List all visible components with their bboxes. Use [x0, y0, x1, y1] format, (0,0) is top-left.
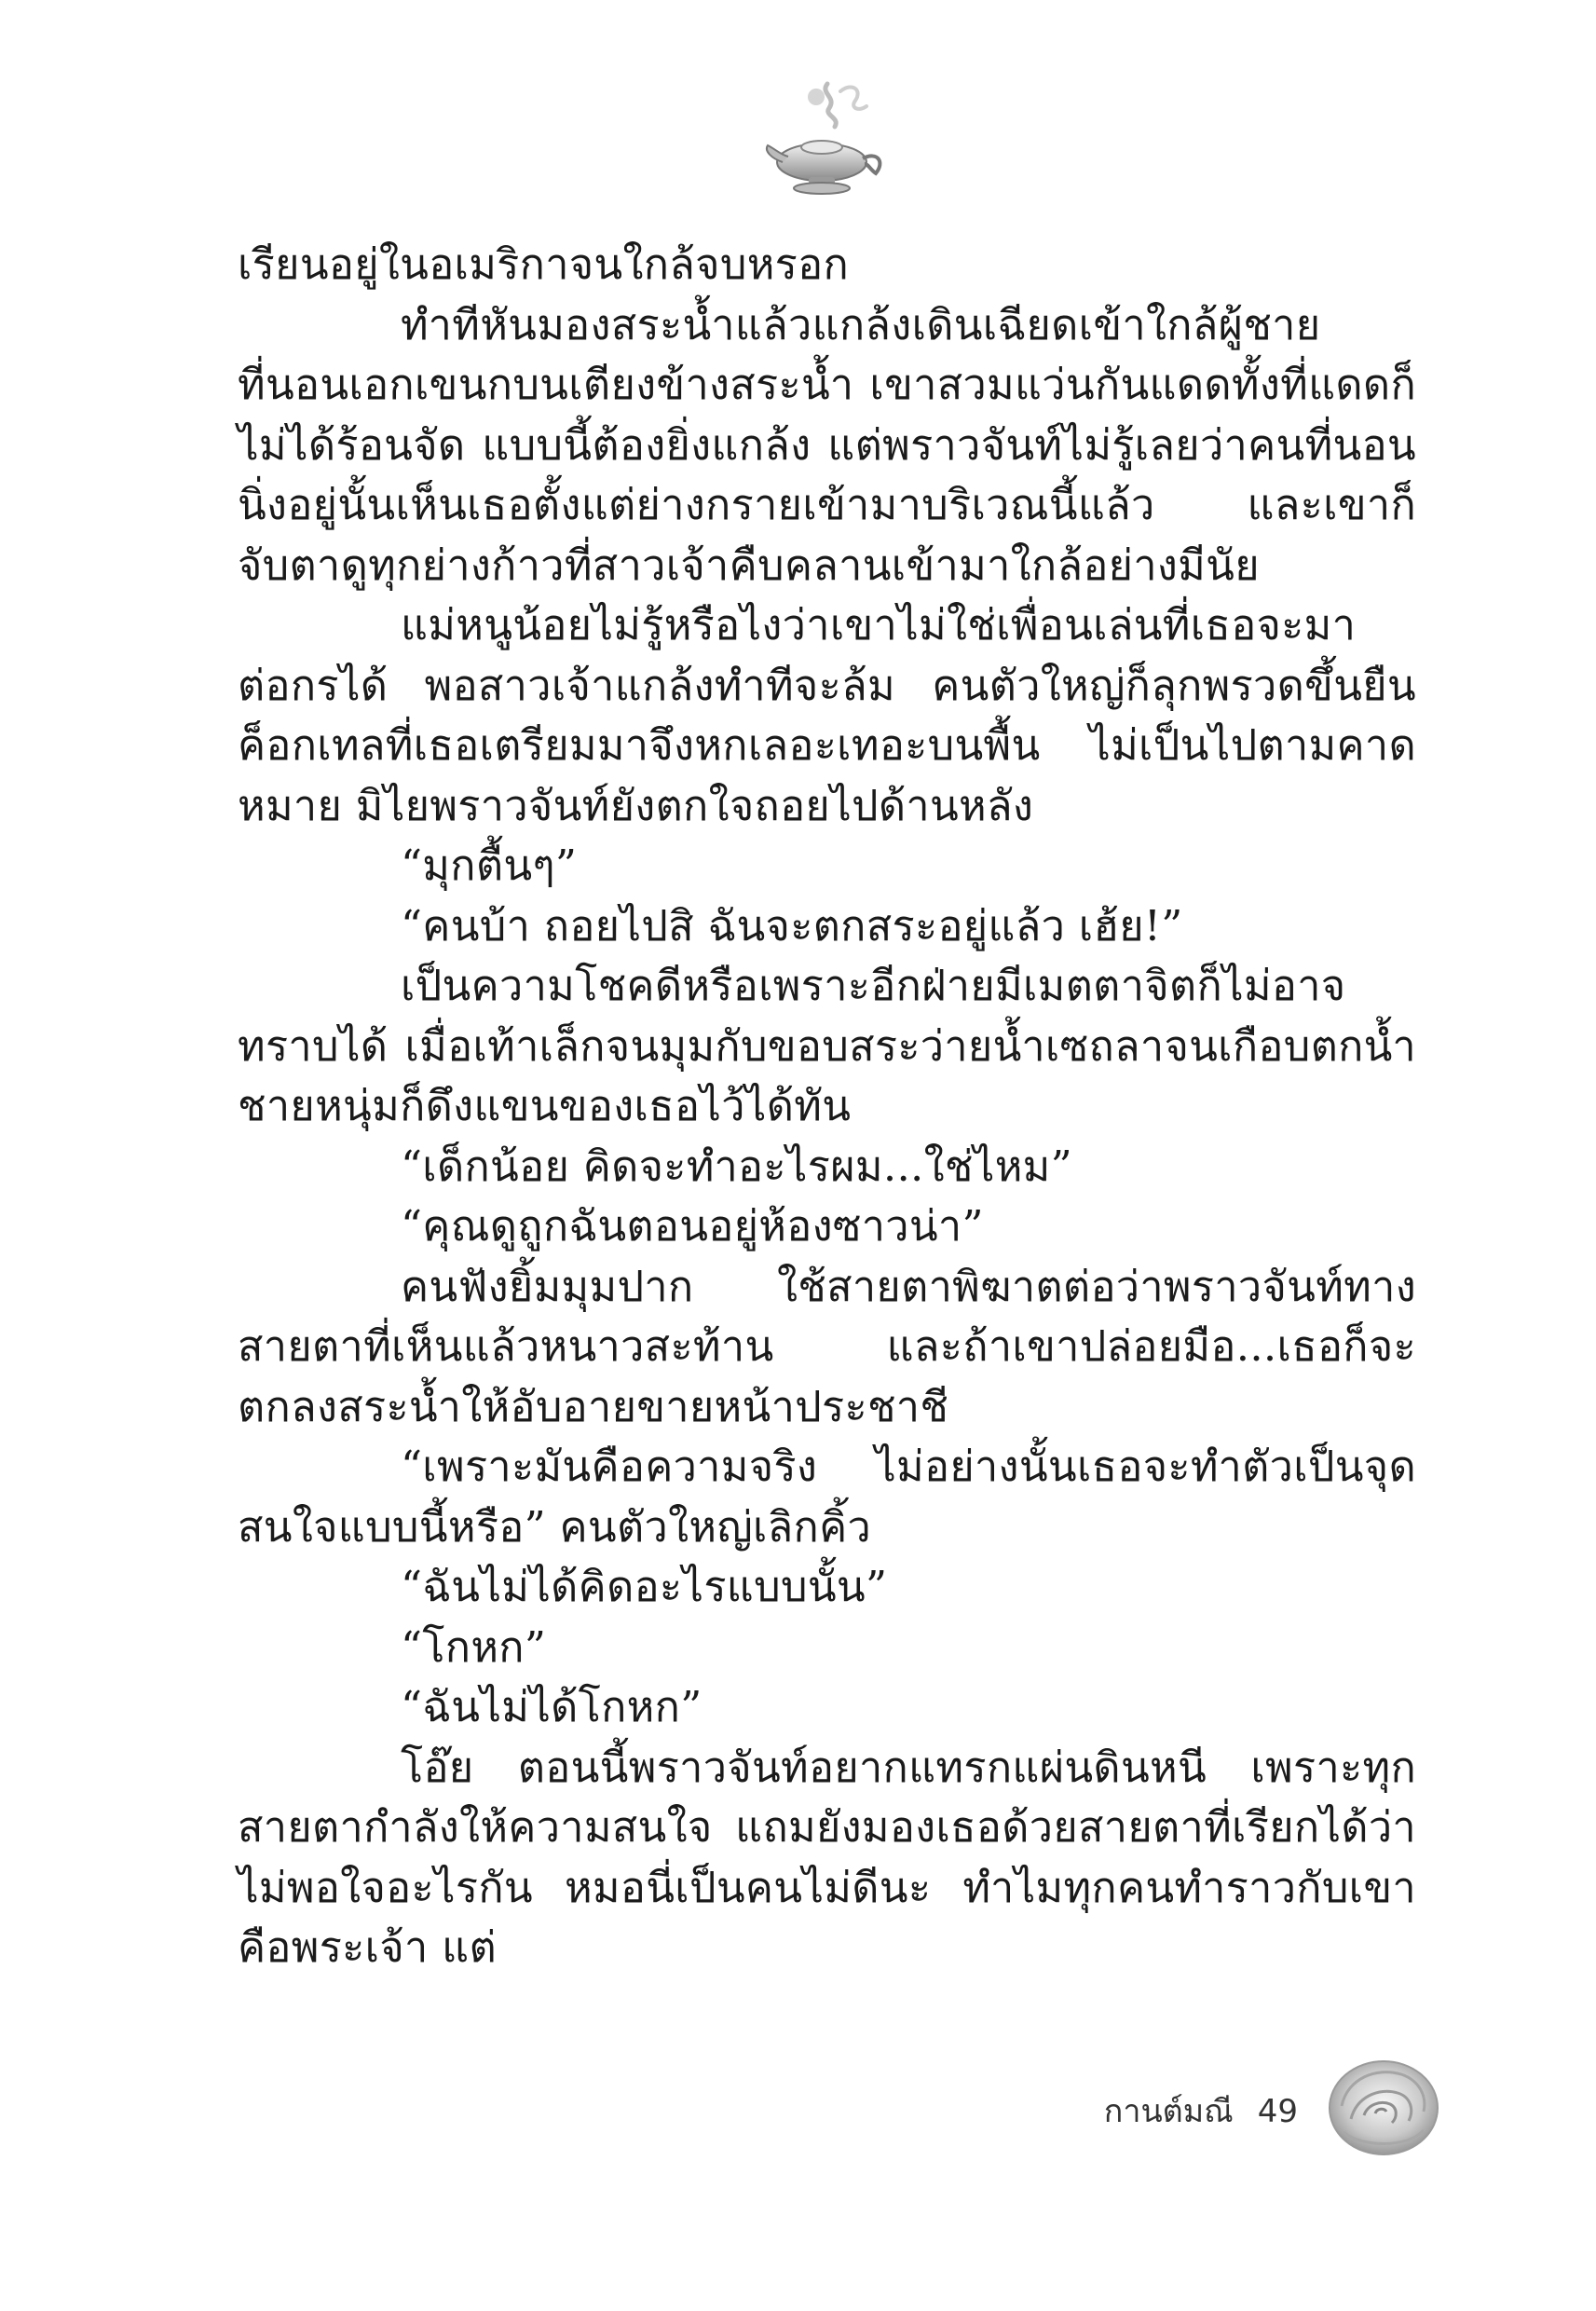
- dialogue-line: “เพราะมันคือความจริง ไม่อย่างนั้นเธอจะทำตัวเป็นจุดสนใจแบบนี้หรือ” คนตัวใหญ่เลิกคิ้ว: [238, 1442, 1416, 1552]
- magic-lamp-ornament-icon: [755, 73, 894, 212]
- rose-ornament-icon: [1323, 2050, 1444, 2162]
- dialogue-line: “มุกตื้นๆ”: [401, 841, 578, 890]
- dialogue-line: “ฉันไม่ได้โกหก”: [401, 1682, 703, 1731]
- running-title: กานต์มณี: [1103, 2093, 1234, 2130]
- dialogue-line: “เด็กน้อย คิดจะทำอะไรผม...ใช่ไหม”: [401, 1141, 1072, 1191]
- dialogue-line: “คนบ้า ถอยไปสิ ฉันจะตกสระอยู่แล้ว เฮ้ย!”: [401, 900, 1183, 950]
- dialogue-line: “โกหก”: [401, 1621, 547, 1672]
- paragraph: คนฟังยิ้มมุมปาก ใช้สายตาพิฆาตต่อว่าพราวจันท์ทางสายตาที่เห็นแล้วหนาวสะท้าน และถ้าเขาปล่อยมือ...เธอก็จะตกลงสระน้ำให้อับอายขายหน้าประชาชี: [238, 1261, 1416, 1431]
- paragraph: แม่หนูน้อยไม่รู้หรือไงว่าเขาไม่ใช่เพื่อนเล่นที่เธอจะมาต่อกรได้ พอสาวเจ้าแกล้งทำทีจะล้ม คนตัวใหญ่ก็ลุกพรวดขึ้นยืน ค็อกเทลที่เธอเตรียมมาจึงหกเลอะเทอะบนพื้น ไม่เป็นไปตามคาดหมาย มิไยพราวจันท์ยังตกใจถอยไปด้านหลัง: [238, 600, 1416, 830]
- page-footer: [1104, 2085, 1298, 2136]
- paragraph: โอ๊ย ตอนนี้พราวจันท์อยากแทรกแผ่นดินหนี เพราะทุกสายตากำลังให้ความสนใจ แถมยังมองเธอด้วยสายตาที่เรียกได้ว่าไม่พอใจอะไรกัน หมอนี่เป็นคนไม่ดีนะ ทำไมทุกคนทำราวกับเขาคือพระเจ้า แต่: [238, 1742, 1416, 1972]
- paragraph: เรียนอยู่ในอเมริกาจนใกล้จบหรอก: [238, 239, 850, 289]
- dialogue-line: “ฉันไม่ได้คิดอะไรแบบนั้น”: [401, 1562, 888, 1611]
- body-text: [238, 235, 1416, 1978]
- page-number: 49: [1257, 2093, 1298, 2130]
- paragraph: เป็นความโชคดีหรือเพราะอีกฝ่ายมีเมตตาจิตก็ไม่อาจทราบได้ เมื่อเท้าเล็กจนมุมกับขอบสระว่ายน้ำเซถลาจนเกือบตกน้ำ ชายหนุ่มก็ดึงแขนของเธอไว้ได้ทัน: [238, 961, 1416, 1130]
- paragraph: ทำทีหันมองสระน้ำแล้วแกล้งเดินเฉียดเข้าใกล้ผู้ชายที่นอนเอกเขนกบนเตียงข้างสระน้ำ เขาสวมแว่นกันแดดทั้งที่แดดก็ไม่ได้ร้อนจัด แบบนี้ต้องยิ่งแกล้ง แต่พราวจันท์ไม่รู้เลยว่าคนที่นอนนิ่งอยู่นั้นเห็นเธอตั้งแต่ย่างกรายเข้ามาบริเวณนี้แล้ว และเขาก็จับตาดูทุกย่างก้าวที่สาวเจ้าคืบคลานเข้ามาใกล้อย่างมีนัย: [238, 299, 1416, 590]
- dialogue-line: “คุณดูถูกฉันตอนอยู่ห้องซาวน่า”: [401, 1201, 984, 1251]
